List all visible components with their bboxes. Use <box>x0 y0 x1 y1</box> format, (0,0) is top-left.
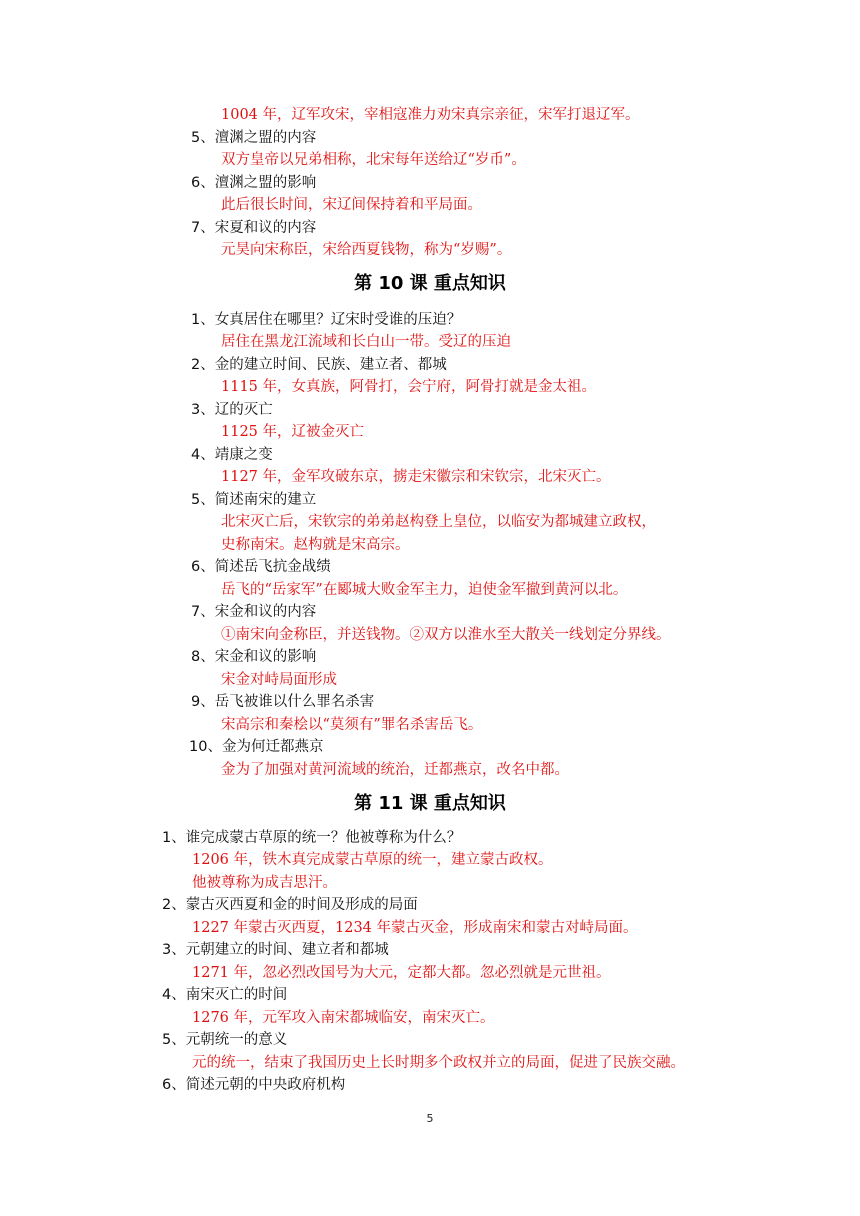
answer-line: 1127 年，金军攻破东京，掳走宋徽宗和宋钦宗，北宋灭亡。 <box>221 469 611 485</box>
question-line: 6、简述元朝的中央政府机构 <box>162 1077 346 1093</box>
page-number: 5 <box>426 1112 434 1125</box>
answer-line: 他被尊称为成吉思汗。 <box>192 875 337 891</box>
answer-line: 金为了加强对黄河流域的统治，迁都燕京，改名中都。 <box>221 762 569 778</box>
question-line: 4、靖康之变 <box>191 447 273 463</box>
answer-line: 1115 年，女真族，阿骨打，会宁府，阿骨打就是金太祖。 <box>221 379 597 395</box>
question-line: 5、元朝统一的意义 <box>162 1032 288 1048</box>
answer-line: 1271 年，忽必烈改国号为大元，定都大都。忽必烈就是元世祖。 <box>192 965 611 981</box>
answer-line: 元的统一，结束了我国历史上长时期多个政权并立的局面，促进了民族交融。 <box>192 1055 685 1071</box>
question-line: 6、澶渊之盟的影响 <box>191 175 317 191</box>
question-line: 2、蒙古灭西夏和金的时间及形成的局面 <box>162 897 418 913</box>
answer-line: 宋高宗和秦桧以“莫须有”罪名杀害岳飞。 <box>221 717 483 733</box>
question-line: 8、宋金和议的影响 <box>191 649 317 665</box>
question-line: 6、简述岳飞抗金战绩 <box>191 559 331 575</box>
question-line: 3、元朝建立的时间、建立者和都城 <box>162 942 389 958</box>
lesson-10-heading: 第 10 课 重点知识 <box>354 273 506 294</box>
question-line: 10、金为何迁都燕京 <box>189 739 324 755</box>
answer-line: 北宋灭亡后，宋钦宗的弟弟赵构登上皇位，以临安为都城建立政权， <box>221 514 656 530</box>
answer-line: 居住在黑龙江流域和长白山一带。受辽的压迫 <box>221 334 511 350</box>
question-line: 1、谁完成蒙古草原的统一？他被尊称为什么？ <box>162 830 462 846</box>
question-line: 5、澶渊之盟的内容 <box>191 130 317 146</box>
answer-line: 双方皇帝以兄弟相称，北宋每年送给辽“岁币”。 <box>221 152 526 168</box>
question-line: 9、岳飞被谁以什么罪名杀害 <box>191 694 375 710</box>
question-line: 7、宋金和议的内容 <box>191 604 317 620</box>
answer-line: ①南宋向金称臣，并送钱物。②双方以淮水至大散关一线划定分界线。 <box>221 627 671 643</box>
answer-line: 1276 年，元军攻入南宋都城临安，南宋灭亡。 <box>192 1010 495 1026</box>
answer-line: 此后很长时间，宋辽间保持着和平局面。 <box>221 197 482 213</box>
question-line: 3、辽的灭亡 <box>191 402 273 418</box>
answer-line: 岳飞的“岳家军”在郾城大败金军主力，迫使金军撤到黄河以北。 <box>221 582 628 598</box>
question-line: 2、金的建立时间、民族、建立者、都城 <box>191 357 447 373</box>
answer-line: 宋金对峙局面形成 <box>221 672 337 688</box>
answer-line: 1227 年蒙古灭西夏，1234 年蒙古灭金，形成南宋和蒙古对峙局面。 <box>192 920 638 936</box>
question-line: 1、女真居住在哪里？辽宋时受谁的压迫？ <box>191 312 462 328</box>
answer-line: 1004 年，辽军攻宋，宰相寇准力劝宋真宗亲征，宋军打退辽军。 <box>221 107 640 123</box>
answer-line: 1125 年，辽被金灭亡 <box>221 424 365 440</box>
answer-line: 史称南宋。赵构就是宋高宗。 <box>221 537 410 553</box>
answer-line: 1206 年，铁木真完成蒙古草原的统一，建立蒙古政权。 <box>192 852 553 868</box>
question-line: 7、宋夏和议的内容 <box>191 220 317 236</box>
question-line: 5、简述南宋的建立 <box>191 492 317 508</box>
lesson-11-heading: 第 11 课 重点知识 <box>354 793 506 814</box>
question-line: 4、南宋灭亡的时间 <box>162 987 288 1003</box>
answer-line: 元昊向宋称臣，宋给西夏钱物，称为“岁赐”。 <box>221 242 512 258</box>
